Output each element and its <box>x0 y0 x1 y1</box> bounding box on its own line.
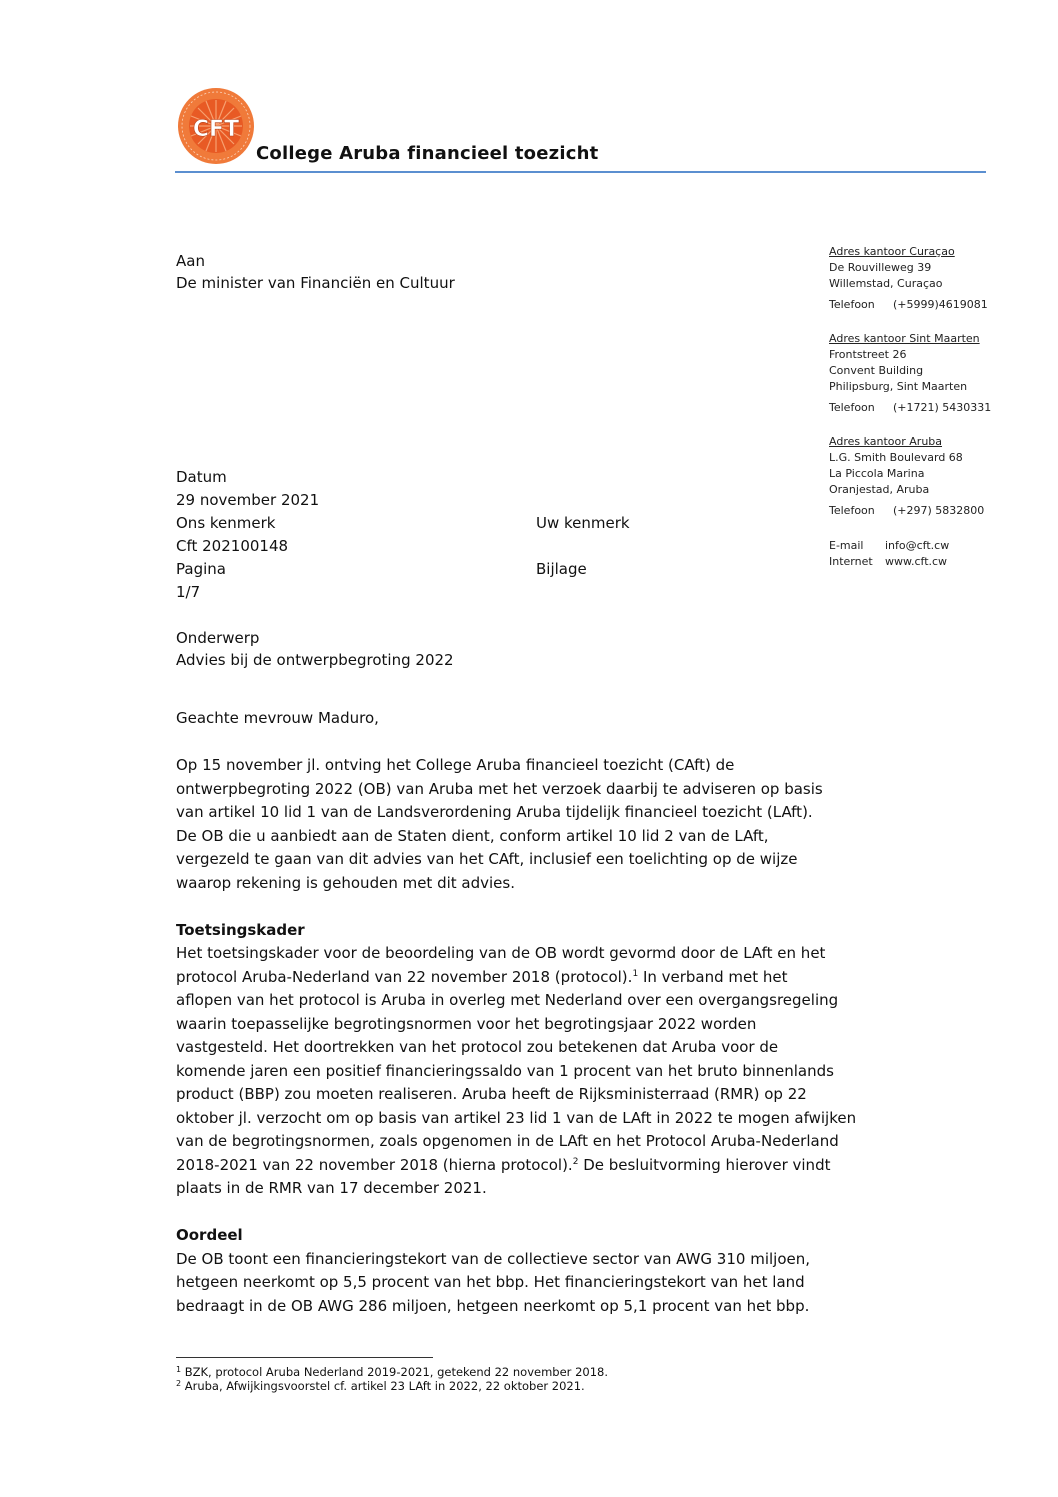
footnote-divider <box>176 1357 433 1358</box>
subject-label: Onderwerp <box>176 629 260 647</box>
text-line: vastgesteld. Het doortrekken van het protocol zou betekenen dat Aruba voor de <box>176 1038 779 1056</box>
salutation: Geachte mevrouw Maduro, <box>176 709 379 727</box>
footnotes <box>176 1365 608 1393</box>
cft-logo <box>176 86 256 166</box>
your-reference-label: Uw kenmerk <box>536 514 630 532</box>
text-line: komende jaren een positief financieringssaldo van 1 procent van het bruto binnenlands <box>176 1061 834 1080</box>
recipient-label: Aan <box>176 252 205 270</box>
text-line: hetgeen neerkomt op 5,5 procent van het bbp. Het financieringstekort van het land <box>176 1273 805 1291</box>
office-address-line: Willemstad, Curaçao <box>829 277 943 290</box>
office-heading: Adres kantoor Curaçao <box>829 245 955 258</box>
text-line: aflopen van het protocol is Aruba in overleg met Nederland over een overgangsregeling <box>176 991 839 1009</box>
text-line: ontwerpbegroting 2022 (OB) van Aruba met het verzoek daarbij te adviseren op basis <box>176 779 823 798</box>
internet-row <box>829 554 949 570</box>
email-link[interactable]: info@cft.cw <box>885 539 950 552</box>
office-phone <box>829 400 991 416</box>
text-line: plaats in de RMR van 17 december 2021. <box>176 1179 487 1197</box>
section-heading-oordeel: Oordeel <box>176 1226 243 1244</box>
phone-label: Telefoon <box>829 298 875 311</box>
toetsingskader-paragraph <box>176 942 876 1201</box>
footnote-text: Aruba, Afwijkingsvoorstel cf. artikel 23 LAft in 2022, 22 oktober 2021. <box>181 1379 585 1393</box>
text-line: Het toetsingskader voor de beoordeling van de OB wordt gevormd door de LAft en het <box>176 944 826 962</box>
website-link[interactable]: www.cft.cw <box>885 555 948 568</box>
office-address-line: Convent Building <box>829 364 924 377</box>
office-sint-maarten <box>829 331 991 416</box>
subject-block <box>176 627 454 671</box>
text-line: De OB toont een financieringstekort van de collectieve sector van AWG 310 miljoen, <box>176 1249 810 1268</box>
office-address-line: Frontstreet 26 <box>829 348 907 361</box>
office-phone <box>829 503 984 519</box>
text-line: protocol Aruba-Nederland van 22 november 2018 (protocol).$^1$ In verband met het <box>176 967 788 986</box>
organization-title: College Aruba financieel toezicht <box>256 143 599 164</box>
office-phone <box>829 297 988 313</box>
office-address-line: L.G. Smith Boulevard 68 <box>829 451 963 464</box>
svg-text:CFT: CFT <box>192 117 240 142</box>
recipient-block <box>176 250 455 294</box>
text-line: van artikel 10 lid 1 van de Landsverordening Aruba tijdelijk financieel toezicht (LAft). <box>176 803 813 821</box>
attachment-label: Bijlage <box>536 560 587 578</box>
our-reference-label: Ons kenmerk <box>176 514 276 532</box>
text-line: waarop rekening is gehouden met dit advies. <box>176 873 515 892</box>
office-curacao <box>829 244 988 313</box>
intro-paragraph <box>176 754 876 895</box>
letter-meta-left <box>176 466 319 604</box>
date-value: 29 november 2021 <box>176 491 320 509</box>
text-line: product (BBP) zou moeten realiseren. Aruba heeft de Rijksministerraad (RMR) op 22 <box>176 1085 807 1103</box>
email-label: E-mail <box>829 539 864 552</box>
contact-info <box>829 538 949 570</box>
our-reference-value: Cft 202100148 <box>176 537 289 555</box>
footnote-number: 2 <box>176 1379 182 1388</box>
text-line: De OB die u aanbiedt aan de Staten dient, conform artikel 10 lid 2 van de LAft, <box>176 826 769 845</box>
footnote-number: 1 <box>176 1365 182 1374</box>
text-line: waarin toepasselijke begrotingsnormen voor het begrotingsjaar 2022 worden <box>176 1014 757 1033</box>
text-line: oktober jl. verzocht om op basis van artikel 23 lid 1 van de LAft in 2022 te mogen afwijken <box>176 1108 857 1127</box>
phone-number: (+1721) 5430331 <box>893 401 992 414</box>
internet-label: Internet <box>829 555 873 568</box>
text-line: van de begrotingsnormen, zoals opgenomen in de LAft en het Protocol Aruba-Nederland <box>176 1132 839 1150</box>
header-divider <box>175 171 986 173</box>
page-value: 1/7 <box>176 583 201 601</box>
phone-label: Telefoon <box>829 504 875 517</box>
oordeel-paragraph <box>176 1248 876 1319</box>
footnote-ref[interactable]: 1 <box>632 968 639 979</box>
text-line: 2018-2021 van 22 november 2018 (hierna protocol).$^2$ De besluitvorming hierover vindt <box>176 1155 831 1174</box>
phone-number: (+5999)4619081 <box>893 298 988 311</box>
footnote-text: BZK, protocol Aruba Nederland 2019-2021, getekend 22 november 2018. <box>181 1365 608 1379</box>
text-line: Op 15 november jl. ontving het College Aruba financieel toezicht (CAft) de <box>176 756 735 774</box>
text-line: vergezeld te gaan van dit advies van het CAft, inclusief een toelichting op de wijze <box>176 850 798 868</box>
footnote-1 <box>176 1365 608 1379</box>
office-address-line: De Rouvilleweg 39 <box>829 261 932 274</box>
office-address-line: La Piccola Marina <box>829 467 925 480</box>
letter-body <box>176 707 876 1318</box>
text-line: bedraagt in de OB AWG 286 miljoen, hetgeen neerkomt op 5,1 procent van het bbp. <box>176 1296 810 1315</box>
office-address-line: Philipsburg, Sint Maarten <box>829 380 968 393</box>
date-label: Datum <box>176 468 227 486</box>
office-address-line: Oranjestad, Aruba <box>829 483 930 496</box>
section-heading-toetsingskader: Toetsingskader <box>176 920 305 939</box>
letter-meta-right <box>536 512 630 581</box>
footnote-ref[interactable]: 2 <box>572 1156 579 1167</box>
page-label: Pagina <box>176 560 226 578</box>
office-heading: Adres kantoor Aruba <box>829 435 943 448</box>
cft-logo-icon <box>176 86 256 166</box>
subject-value: Advies bij de ontwerpbegroting 2022 <box>176 651 454 669</box>
phone-number: (+297) 5832800 <box>893 504 985 517</box>
recipient-name: De minister van Financiën en Cultuur <box>176 274 455 292</box>
footnote-2 <box>176 1379 608 1393</box>
office-heading: Adres kantoor Sint Maarten <box>829 332 980 345</box>
email-row <box>829 538 949 554</box>
phone-label: Telefoon <box>829 401 875 414</box>
office-aruba <box>829 434 984 519</box>
